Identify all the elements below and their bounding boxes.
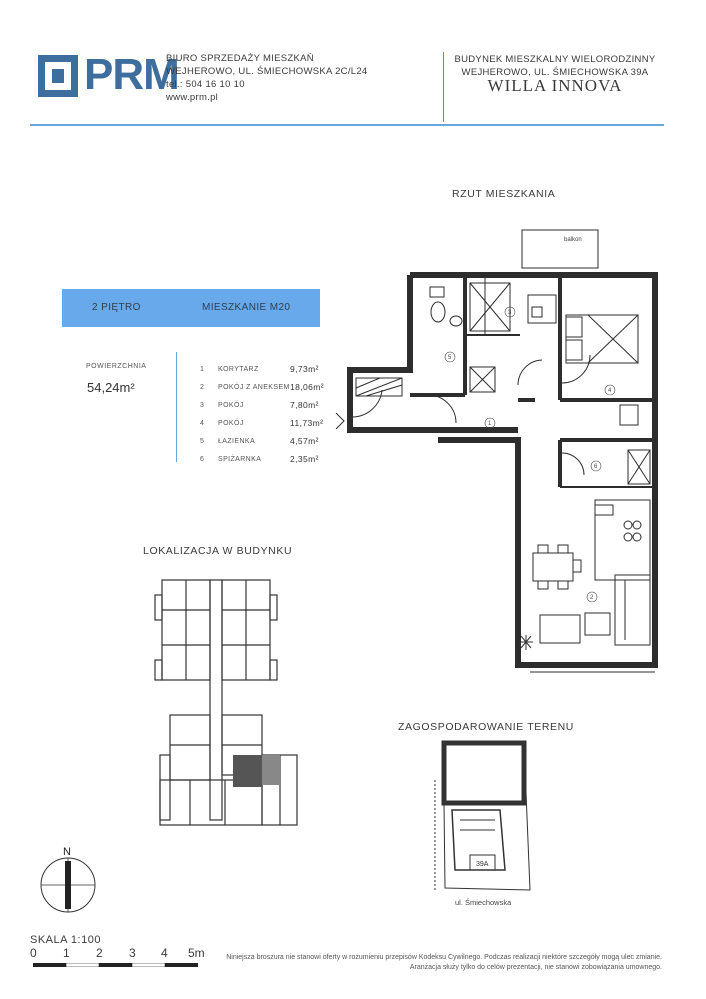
office-info (166, 52, 368, 104)
building-info (450, 53, 660, 95)
room-number-6: 6 (594, 464, 598, 470)
scale-tick: 3 (129, 946, 136, 960)
header-rule (30, 124, 664, 126)
room-number: 1 (200, 366, 205, 373)
north-arrow-icon (65, 861, 71, 909)
room-number-3: 3 (508, 310, 512, 316)
balcony-outline (522, 230, 598, 268)
area-value: 54,24m² (87, 380, 135, 395)
office-website: www.prm.pl (166, 92, 219, 103)
floor-label: 2 PIĘTRO (92, 302, 141, 313)
room-name: POKÓJ (218, 402, 244, 409)
room-number: 2 (200, 384, 205, 391)
scale-tick: 5m (188, 946, 205, 960)
disclaimer-line-2: Aranżacja służy tylko do celów prezentacji, nie stanowi zobowiązania umownego. (409, 964, 662, 971)
logo-mark (38, 55, 78, 97)
room-number-1: 1 (488, 421, 492, 427)
room-number-2: 2 (590, 595, 594, 601)
scale-bar (33, 963, 201, 967)
room-number: 5 (200, 438, 205, 445)
office-name: BIURO SPRZEDAŻY MIESZKAŃ (166, 53, 314, 64)
room-number-5: 5 (448, 355, 452, 361)
scale-label: SKALA 1:100 (30, 934, 101, 946)
building-location-plan (150, 575, 302, 835)
site-street: ul. Śmiechowska (455, 898, 512, 907)
room-area: 9,73m² (290, 364, 319, 374)
room-area: 7,80m² (290, 400, 319, 410)
room-area: 11,73m² (290, 418, 324, 428)
site-title: ZAGOSPODAROWANIE TERENU (398, 721, 574, 733)
room-area: 2,35m² (290, 454, 319, 464)
highlighted-unit (233, 755, 262, 787)
site-plan (430, 740, 535, 895)
scale-tick: 1 (63, 946, 70, 960)
compass (36, 843, 100, 915)
room-name: SPIŻARNKA (218, 456, 262, 463)
area-divider (176, 352, 177, 462)
building-name: WILLA INNOVA (487, 76, 623, 95)
balcony-label: balkon (564, 237, 582, 243)
room-area: 18,06m² (290, 382, 324, 392)
room-name: KORYTARZ (218, 366, 259, 373)
room-number-4: 4 (608, 388, 612, 394)
apartment-banner (62, 289, 320, 327)
room-number: 3 (200, 402, 205, 409)
logo-text: PRM (84, 50, 179, 99)
room-name: POKÓJ (218, 420, 244, 427)
office-phone: tel.: 504 16 10 10 (166, 79, 245, 90)
room-name: POKÓJ Z ANEKSEM (218, 384, 290, 391)
room-name: ŁAZIENKA (218, 438, 256, 445)
site-building-number: 39A (476, 861, 489, 868)
location-title: LOKALIZACJA W BUDYNKU (143, 545, 293, 557)
plan-title: RZUT MIESZKANIA (452, 188, 556, 200)
header-divider (443, 52, 444, 122)
office-address: WEJHEROWO, UL. ŚMIECHOWSKA 2C/L24 (166, 66, 368, 77)
apartment-floor-plan (330, 225, 665, 685)
room-area: 4,57m² (290, 436, 319, 446)
scale-tick: 2 (96, 946, 103, 960)
disclaimer-line-1: Niniejsza broszura nie stanowi oferty w rozumieniu przepisów Kodeksu Cywilnego. Podczas realizacji niektóre szczegóły mogą ulec zmianie. (226, 954, 662, 961)
north-label: N (63, 846, 71, 858)
area-label: POWIERZCHNIA (86, 363, 147, 370)
disclaimer (212, 953, 662, 973)
room-number: 6 (200, 456, 205, 463)
scale-tick: 0 (30, 946, 37, 960)
building-type: BUDYNEK MIESZKALNY WIELORODZINNY (454, 54, 656, 65)
scale-tick: 4 (161, 946, 168, 960)
unit-label: MIESZKANIE M20 (202, 302, 291, 313)
room-number: 4 (200, 420, 205, 427)
building-address: WEJHEROWO, UL. ŚMIECHOWSKA 39A (461, 67, 649, 78)
plant-icon (519, 635, 533, 650)
